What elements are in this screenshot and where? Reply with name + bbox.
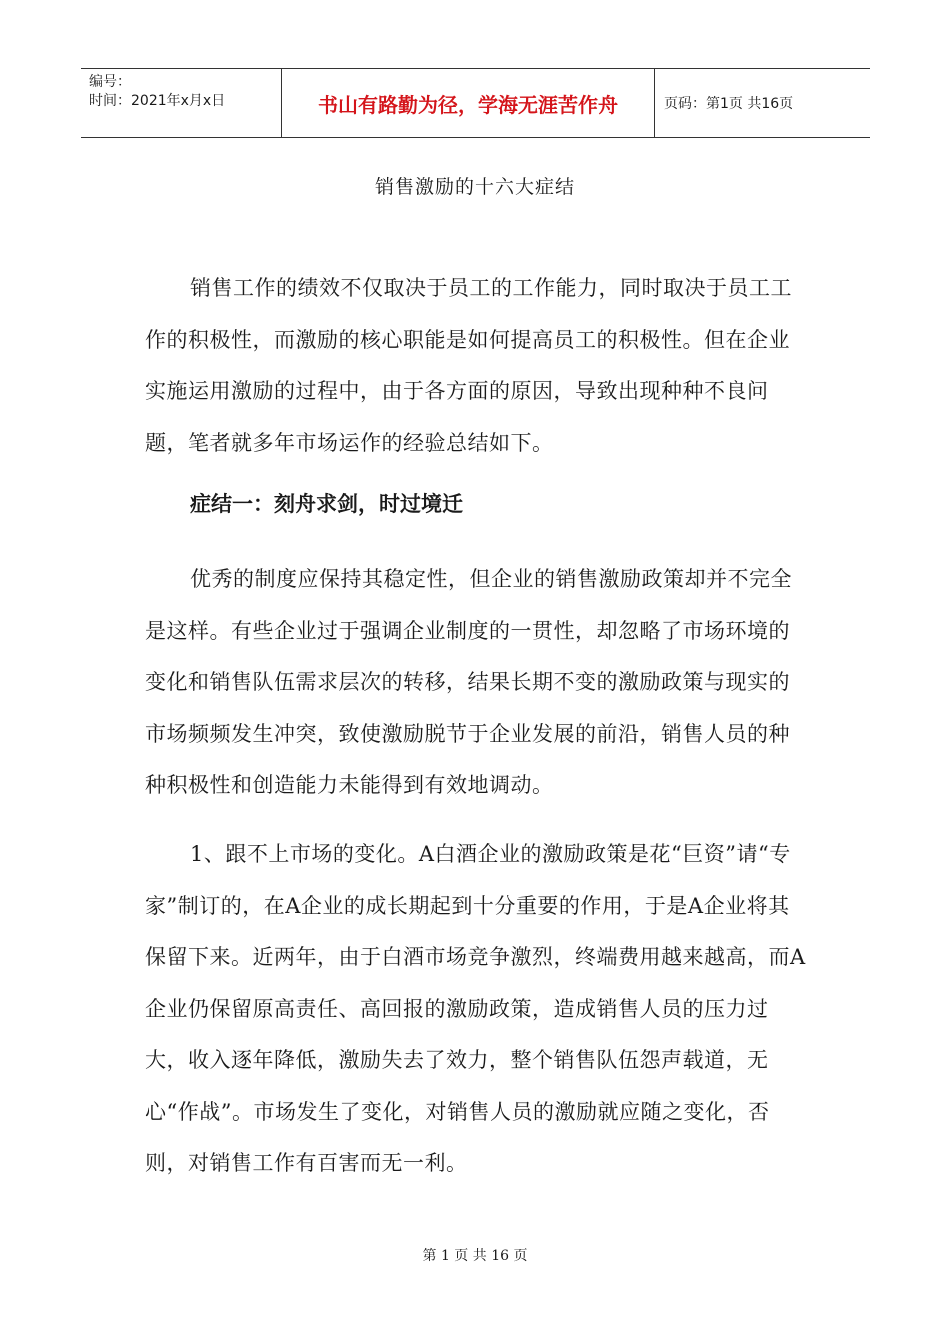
- document-number-label: 编号：: [89, 74, 131, 90]
- intro-paragraph: 销售工作的绩效不仅取决于员工的工作能力，同时取决于员工工作的积极性，而激励的核心职能是如何提高员工的积极性。但在企业实施运用激励的过程中，由于各方面的原因，导致出现种种不良问题，笔者就多年市场运作的经验总结如下。: [145, 276, 792, 455]
- header-motto: 书山有路勤为径，学海无涯苦作舟: [318, 92, 618, 117]
- header-meta-cell: [81, 69, 281, 137]
- page-footer: 第 1 页 共 16 页: [422, 1248, 528, 1264]
- document-title: 销售激励的十六大症结: [374, 176, 575, 198]
- header-divider-right: [654, 69, 655, 137]
- section-body-paragraph: 优秀的制度应保持其稳定性，但企业的销售激励政策却并不完全是这样。有些企业过于强调企业制度的一贯性，却忽略了市场环境的变化和销售队伍需求层次的转移，结果长期不变的激励政策与现实的市场频频发生冲突，致使激励脱节于企业发展的前沿，销售人员的种种积极性和创造能力未能得到有效地调动。: [145, 567, 792, 797]
- header-table: [81, 68, 870, 138]
- document-time-label: 时间：2021年x月x日: [89, 93, 226, 109]
- point-paragraph: 1、跟不上市场的变化。A白酒企业的激励政策是花“巨资”请“专家”制订的，在A企业的成长期起到十分重要的作用，于是A企业将其保留下来。近两年，由于白酒市场竞争激烈，终端费用越来越高，而A企业仍保留原高责任、高回报的激励政策，造成销售人员的压力过大，收入逐年降低，激励失去了效力，整个销售队伍怨声载道，无心“作战”。市场发生了变化，对销售人员的激励就应随之变化，否则，对销售工作有百害而无一利。: [145, 842, 806, 1175]
- section-heading: 症结一：刻舟求剑，时过境迁: [190, 492, 463, 516]
- header-page-code: 页码：第1页 共16页: [664, 96, 794, 112]
